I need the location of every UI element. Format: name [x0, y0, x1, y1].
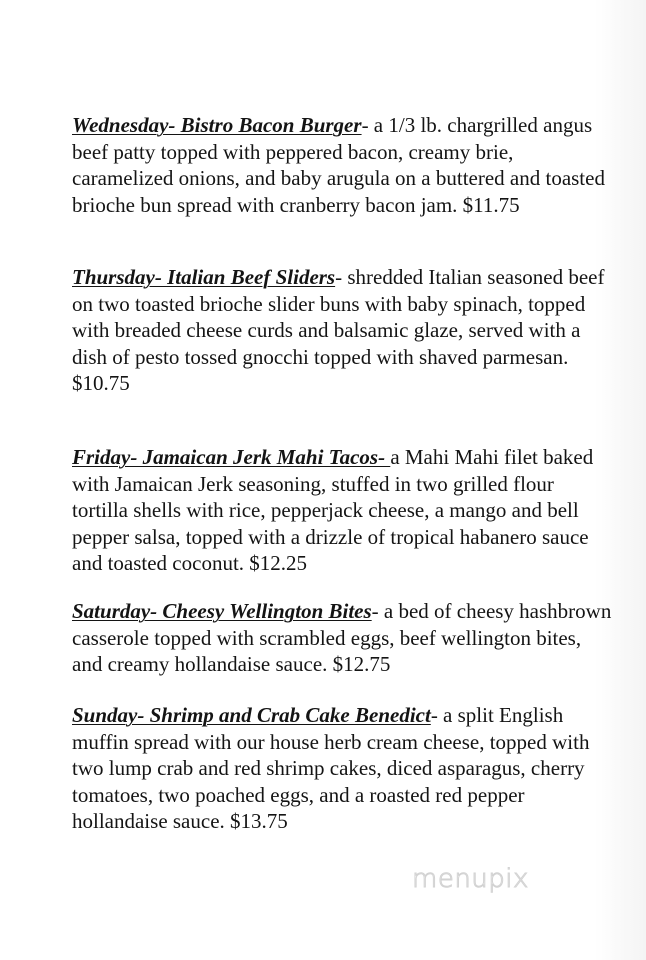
- menu-item-saturday: [72, 598, 612, 678]
- menu-item-title: Friday- Jamaican Jerk Mahi Tacos-: [72, 445, 391, 469]
- menu-item-wednesday: [72, 112, 612, 218]
- menu-item-title: Wednesday- Bistro Bacon Burger: [72, 113, 362, 137]
- menu-item-thursday: [72, 264, 612, 397]
- menu-item-friday: [72, 444, 612, 577]
- menu-item-title: Saturday- Cheesy Wellington Bites: [72, 599, 372, 623]
- menu-item-sunday: [72, 702, 612, 835]
- watermark-logo: menupix: [412, 864, 529, 894]
- menu-item-title: Sunday- Shrimp and Crab Cake Benedict: [72, 703, 431, 727]
- menu-item-description: a Mahi Mahi filet baked with Jamaican Jerk seasoning, stuffed in two grilled flour tortilla shells with rice, pepperjack cheese, a mango and bell pepper salsa, topped with a drizzle of tropical habanero sauce and toasted coconut. $12.25: [72, 445, 594, 576]
- menu-item-description: - a split English muffin spread with our house herb cream cheese, topped with two lump crab and red shrimp cakes, diced asparagus, cherry tomatoes, two poached eggs, and a roasted red pepper hollandaise sauce. $13.75: [72, 703, 590, 834]
- menu-item-title: Thursday- Italian Beef Sliders: [72, 265, 336, 289]
- menu-item-description: - a bed of cheesy hashbrown casserole topped with scrambled eggs, beef wellington bites, and creamy hollandaise sauce. $12.75: [72, 599, 612, 677]
- menu-item-description: - shredded Italian seasoned beef on two toasted brioche slider buns with baby spinach, topped with breaded cheese curds and balsamic glaze, served with a dish of pesto tossed gnocchi topped with shaved parmesan. $10.75: [72, 265, 605, 396]
- menu-item-description: - a 1/3 lb. chargrilled angus beef patty topped with peppered bacon, creamy brie, caramelized onions, and baby arugula on a buttered and toasted brioche bun spread with cranberry bacon jam. $11.75: [72, 113, 605, 217]
